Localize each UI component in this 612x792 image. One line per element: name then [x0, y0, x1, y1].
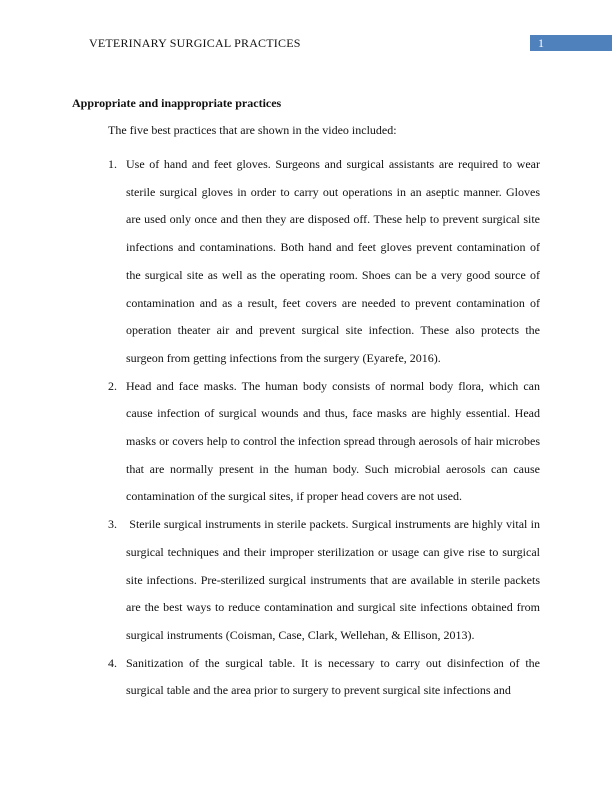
list-item	[108, 650, 543, 705]
running-header-title: VETERINARY SURGICAL PRACTICES	[89, 36, 301, 50]
page-number-badge: 1	[530, 35, 612, 51]
list-item	[108, 373, 543, 512]
list-item-number: 2.	[108, 378, 117, 393]
list-item	[108, 511, 543, 650]
list-item-number: 1.	[108, 157, 117, 171]
list-item-number: 3.	[108, 517, 117, 532]
intro-paragraph: The five best practices that are shown in the video included:	[108, 123, 397, 137]
practices-list	[108, 151, 543, 705]
list-item-text: Use of hand and feet gloves. Surgeons and surgical assistants are required to wear sterile surgical gloves in order to carry out operations in an aseptic manner. Gloves are used only once and then they are disposed off. These help to prevent surgical site infections and contaminations. Both hand and feet gloves prevent contamination of the surgical site as well as the operating room. Shoes can be a very good source of contamination and as a result, feet covers are needed to prevent contamination of operation theater air and prevent surgical site infection. These also protects the surgeon from getting infections from the surgery (Eyarefe, 2016).	[126, 157, 543, 365]
list-item-text: Sterile surgical instruments in sterile packets. Surgical instruments are highly vital in surgical techniques and their improper sterilization or usage can give rise to surgical site infections. Pre-sterilized surgical instruments that are available in sterile packets are the best ways to reduce contamination and surgical site infections obtained from surgical instruments (Coisman, Case, Clark, Wellehan, & Ellison, 2013).	[126, 517, 543, 642]
list-item-number: 4.	[108, 655, 117, 670]
section-heading: Appropriate and inappropriate practices	[72, 96, 282, 110]
list-item-text: Sanitization of the surgical table. It is necessary to carry out disinfection of the surgical table and the area prior to surgery to prevent surgical site infections and	[126, 655, 543, 698]
list-item-text: Head and face masks. The human body consists of normal body flora, which can cause infection of surgical wounds and thus, face masks are highly essential. Head masks or covers help to control the infection spread through aerosols of hair microbes that are normally present in the human body. Such microbial aerosols can cause contamination of the surgical sites, if proper head covers are not used.	[126, 378, 543, 504]
list-item	[108, 151, 543, 373]
